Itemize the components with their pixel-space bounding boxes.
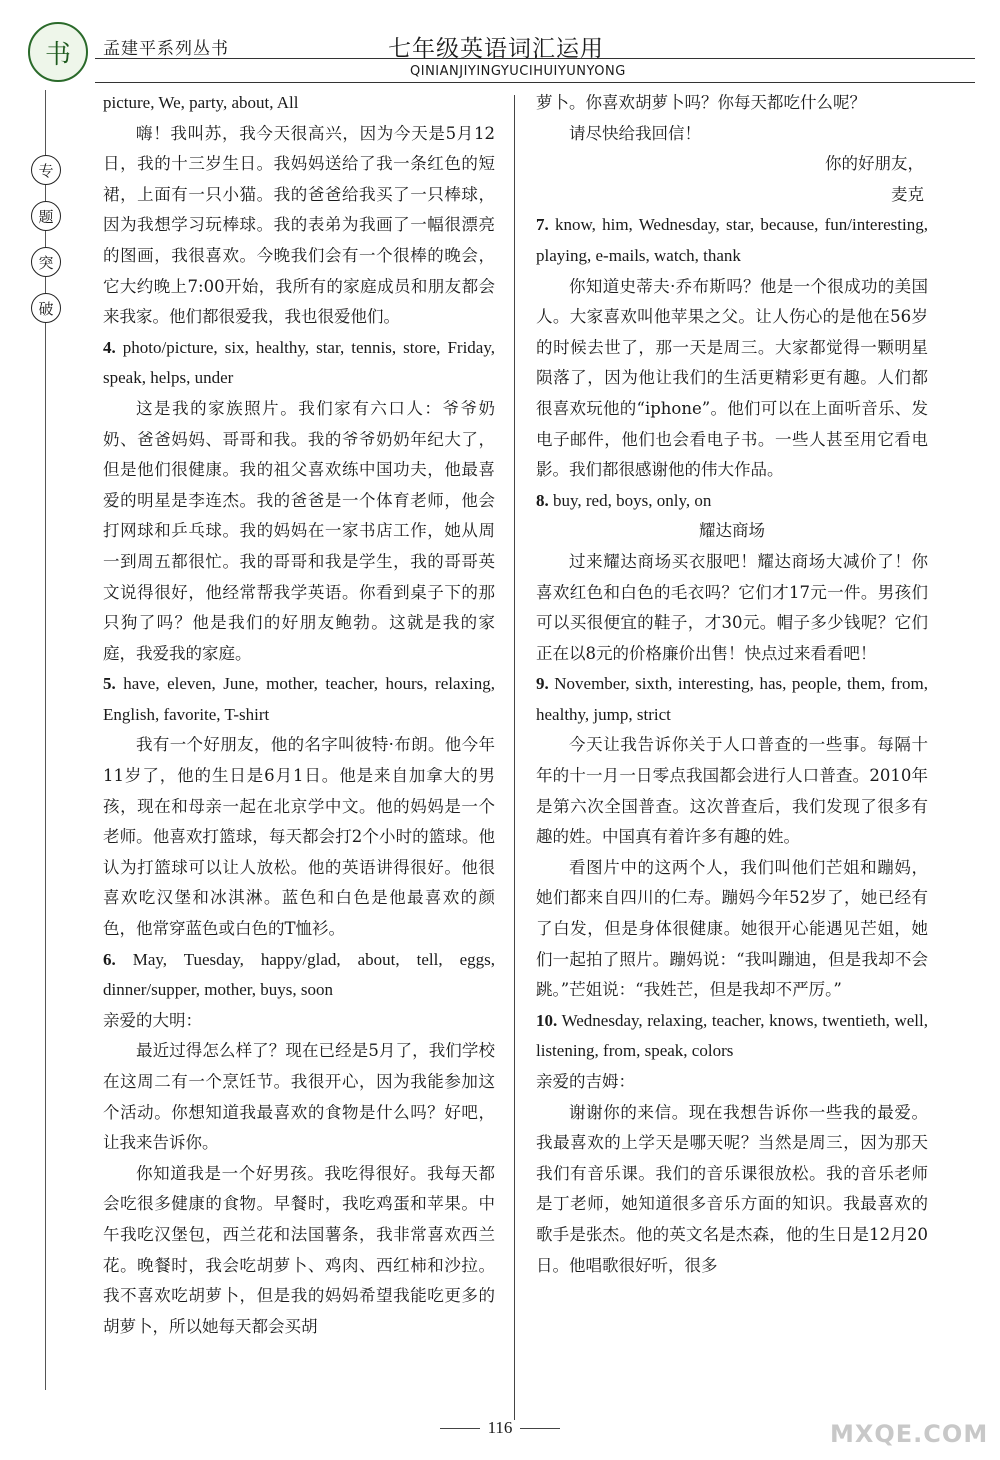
- paragraph-text: 麦克: [891, 184, 924, 204]
- paragraph: [536, 119, 928, 150]
- paragraph-text: 我有一个好朋友，他的名字叫彼特·布朗。他今年11岁了，他的生日是6月1日。他是来自加拿大的男孩，现在和母亲一起在北京学中文。他的妈妈是一个老师。他喜欢打篮球，每天都会打2个小时的篮球。他认为打篮球可以让人放松。他的英语讲得很好。他很喜欢吃汉堡和冰淇淋。蓝色和白色是他最喜欢的颜色，他常穿蓝色或白色的T恤衫。: [103, 735, 495, 939]
- paragraph-text: November, sixth, interesting, has, people, them, from, healthy, jump, strict: [536, 674, 928, 724]
- header-rule-lower: [95, 82, 975, 83]
- paragraph-text: Wednesday, relaxing, teacher, knows, twentieth, well, listening, from, speak, colors: [536, 1010, 928, 1061]
- paragraph-text: 你知道我是一个好男孩。我吃得很好。我每天都会吃很多健康的食物。早餐时，我吃鸡蛋和苹果。中午我吃汉堡包，西兰花和法国薯条，我非常喜欢西兰花。晚餐时，我会吃胡萝卜、鸡肉、西红柿和沙拉。我不喜欢吃胡萝卜，但是我的妈妈希望我能吃更多的胡萝卜，所以她每天都会买胡: [103, 1163, 495, 1336]
- paragraph-text: 过来耀达商场买衣服吧！耀达商场大减价了！你喜欢红色和白色的毛衣吗？它们才17元一件。男孩们可以买很便宜的鞋子，才30元。帽子多少钱呢？它们正在以8元的价格廉价出售！快点过来看看吧！: [536, 551, 928, 663]
- answer-keywords: [103, 88, 495, 119]
- paragraph: [536, 547, 928, 669]
- paragraph-text: picture, We, party, about, All: [103, 93, 299, 112]
- answer-keywords: [536, 669, 928, 730]
- paragraph-text: 最近过得怎么样了？现在已经是5月了，我们学校在这周二有一个烹饪节。我很开心，因为我能参加这个活动。你想知道我最喜欢的食物是什么吗？好吧，让我来告诉你。: [103, 1041, 495, 1153]
- answer-keywords: [536, 1006, 928, 1067]
- paragraph-text: buy, red, boys, only, on: [548, 490, 712, 510]
- item-number: 6.: [103, 949, 116, 969]
- series-name: 孟建平系列丛书: [103, 39, 229, 59]
- item-number: 4.: [103, 337, 116, 357]
- paragraph-text: 你的好朋友，: [825, 154, 924, 174]
- side-tab: 破: [31, 293, 61, 323]
- paragraph: [536, 149, 928, 180]
- paragraph: [103, 730, 495, 944]
- paragraph-text: May, Tuesday, happy/glad, about, tell, eggs, dinner/supper, mother, buys, soon: [103, 949, 495, 1000]
- item-number: 9.: [536, 674, 549, 694]
- paragraph: [103, 119, 495, 333]
- side-tab: 题: [31, 201, 61, 231]
- paragraph: [536, 88, 928, 119]
- book-title: 七年级英语词汇运用: [388, 36, 604, 62]
- answer-keywords: [536, 210, 928, 271]
- book-title-pinyin: QINIANJIYINGYUCIHUIYUNYONG: [410, 64, 626, 79]
- paragraph: [536, 730, 928, 852]
- paragraph-text: photo/picture, six, healthy, star, tennis, store, Friday, speak, helps, under: [103, 337, 495, 388]
- paragraph-text: know, him, Wednesday, star, because, fun/interesting, playing, e-mails, watch, thank: [536, 215, 928, 265]
- answer-keywords: [103, 669, 495, 730]
- item-number: 7.: [536, 215, 549, 235]
- paragraph: [536, 1098, 928, 1282]
- paragraph: [536, 853, 928, 1006]
- side-tab: 突: [31, 247, 61, 277]
- watermark: MXQE.COM: [830, 1420, 989, 1448]
- paragraph-text: 请尽快给我回信！: [569, 123, 701, 143]
- paragraph: [103, 1006, 495, 1037]
- answer-keywords: [103, 945, 495, 1006]
- series-logo-icon: 书: [28, 22, 88, 82]
- item-number: 8.: [536, 490, 549, 510]
- paragraph-text: have, eleven, June, mother, teacher, hours, relaxing, English, favorite, T-shirt: [103, 674, 495, 724]
- paragraph-text: 今天让我告诉你关于人口普查的一些事。每隔十年的十一月一日零点我国都会进行人口普查。2010年是第六次全国普查。这次普查后，我们发现了很多有趣的姓。中国真有着许多有趣的姓。: [536, 735, 928, 847]
- answer-keywords: [536, 486, 928, 517]
- paragraph-text: 看图片中的这两个人，我们叫他们芒姐和蹦妈，她们都来自四川的仁寿。蹦妈今年52岁了，她已经有了白发，但是身体很健康。她很开心能遇见芒姐，她们一起拍了照片。蹦妈说：“我叫蹦迪，但是我却不会跳。”芒姐说：“我姓芒，但是我却不严厉。”: [536, 857, 928, 1000]
- paragraph: [536, 1067, 928, 1098]
- left-column: [103, 88, 495, 1342]
- paragraph: [103, 1036, 495, 1158]
- paragraph: [536, 516, 928, 547]
- paragraph-text: 亲爱的大明：: [103, 1010, 202, 1030]
- right-column: [536, 88, 928, 1281]
- paragraph-text: 这是我的家族照片。我们家有六口人：爷爷奶奶、爸爸妈妈、哥哥和我。我的爷爷奶奶年纪大了，但是他们很健康。我的祖父喜欢练中国功夫，他最喜爱的明星是李连杰。我的爸爸是一个体育老师，他会打网球和乒乓球。我的妈妈在一家书店工作，她从周一到周五都很忙。我的哥哥和我是学生，我的哥哥英文说得很好，他经常帮我学英语。你看到桌子下的那只狗了吗？他是我们的好朋友鲍勃。这就是我的家庭，我爱我的家庭。: [103, 398, 495, 663]
- paragraph: [536, 272, 928, 486]
- header-rule: [95, 58, 975, 59]
- page-header: [0, 0, 1000, 90]
- item-number: 5.: [103, 674, 116, 694]
- paragraph: [103, 394, 495, 669]
- paragraph-text: 谢谢你的来信。现在我想告诉你一些我的最爱。我最喜欢的上学天是哪天呢？当然是周三，因为那天我们有音乐课。我们的音乐课很放松。我的音乐老师是丁老师，她知道很多音乐方面的知识。我最喜欢的歌手是张杰。他的英文名是杰森，他的生日是12月20日。他唱歌很好听，很多: [536, 1102, 928, 1275]
- paragraph-text: 耀达商场: [699, 521, 765, 541]
- page-number: 116: [487, 1418, 513, 1437]
- paragraph: [103, 1159, 495, 1343]
- side-tabs: [31, 155, 61, 339]
- paragraph-text: 你知道史蒂夫·乔布斯吗？他是一个很成功的美国人。大家喜欢叫他苹果之父。让人伤心的是他在56岁的时候去世了，那一天是周三。大家都觉得一颗明星陨落了，因为他让我们的生活更精彩更有趣。人们都很喜欢玩他的“iphone”。他们可以在上面听音乐、发电子邮件，他们也会看电子书。一些人甚至用它看电影。我们都很感谢他的伟大作品。: [536, 276, 928, 480]
- answer-keywords: [103, 333, 495, 394]
- side-tab: 专: [31, 155, 61, 185]
- paragraph-text: 萝卜。你喜欢胡萝卜吗？你每天都吃什么呢？: [536, 93, 866, 112]
- paragraph-text: 嗨！我叫苏，我今天很高兴，因为今天是5月12日，我的十三岁生日。我妈妈送给了我一条红色的短裙，上面有一只小猫。我的爸爸给我买了一只棒球，因为我想学习玩棒球。我的表弟为我画了一幅很漂亮的图画，我很喜欢。今晚我们会有一个很棒的晚会，它大约晚上7:00开始，我所有的家庭成员和朋友都会来我家。他们都很爱我，我也很爱他们。: [103, 123, 495, 327]
- page-number-rule-right: [520, 1428, 560, 1429]
- paragraph-text: 亲爱的吉姆：: [536, 1072, 635, 1091]
- item-number: 10.: [536, 1010, 558, 1030]
- paragraph: [536, 180, 928, 211]
- column-divider: [514, 95, 515, 1420]
